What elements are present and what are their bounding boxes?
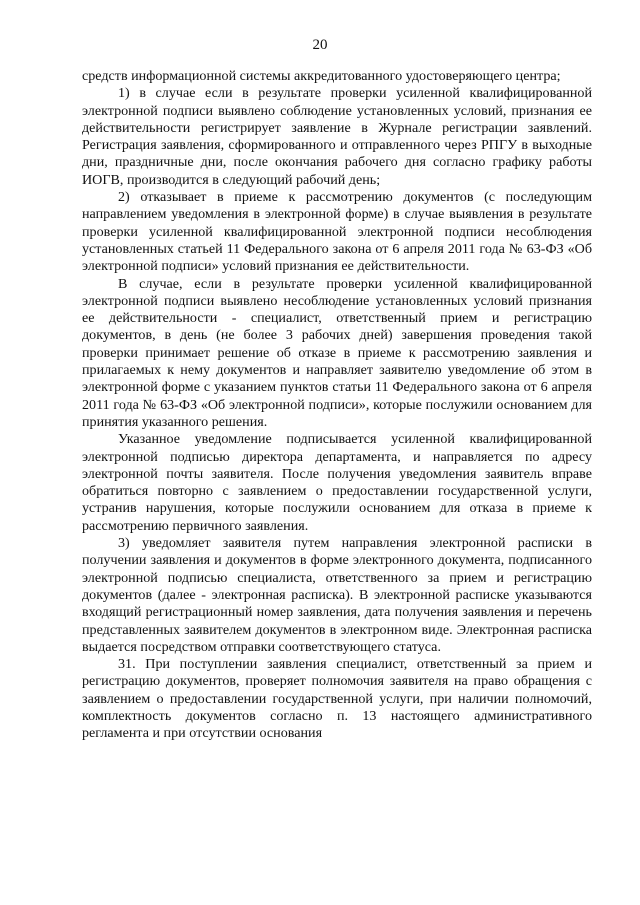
paragraph-item-3: 3) уведомляет заявителя путем направления электронной расписки в получении заявления и документов в форме электронного документа, подписанного электронной подписью специалиста, ответственного за прием и регистрацию документов (далее - электронная расписка). В электронной расписке указываются входящий регистрационный номер заявления, дата получения заявления и перечень представленных заявителем документов в электронном виде. Электронная расписка выдается посредством отправки соответствующего статуса. (82, 535, 592, 655)
paragraph-item-2: 2) отказывает в приеме к рассмотрению документов (с последующим направлением уведомления в электронной форме) в случае выявления в результате проверки усиленной квалифицированной электронной подписи несоблюдения установленных статьей 11 Федерального закона от 6 апреля 2011 года № 63-ФЗ «Об электронной подписи» условий признания ее действительности. (82, 189, 592, 275)
paragraph-clause-31: 31. При поступлении заявления специалист, ответственный за прием и регистрацию документов, проверяет полномочия заявителя на право обращения с заявлением о предоставлении государственной услуги, при наличии полномочий, комплектность документов согласно п. 13 настоящего административного регламента и при отсутствии основания (82, 656, 592, 742)
paragraph-continuation: средств информационной системы аккредитованного удостоверяющего центра; (82, 68, 561, 84)
paragraph-item-1: 1) в случае если в результате проверки усиленной квалифицированной электронной подписи выявлено соблюдение установленных условий, признания ее действительности регистрирует заявление в Журнале регистрации заявлений. Регистрация заявления, сформированного и отправленного через РПГУ в выходные дни, праздничные дни, после окончания рабочего дня согласно графику работы ИОГВ, производится в следующий рабочий день; (82, 85, 592, 188)
paragraph-notification: Указанное уведомление подписывается усиленной квалифицированной электронной подписью директора департамента, и направляется по адресу электронной почты заявителя. После получения уведомления заявитель вправе обратиться повторно с заявлением о предоставлении государственной услуги, устранив нарушения, которые послужили основанием для отказа в приеме к рассмотрению первичного заявления. (82, 431, 592, 534)
paragraph-refusal-case: В случае, если в результате проверки усиленной квалифицированной электронной подписи выявлено несоблюдение установленных условий признания ее действительности - специалист, ответственный прием и регистрацию документов, в день (не более 3 рабочих дней) завершения проведения такой проверки принимает решение об отказе в приеме к рассмотрению заявления и прилагаемых к нему документов и направляет заявителю уведомление об этом в электронной форме с указанием пунктов статьи 11 Федерального закона от 6 апреля 2011 года № 63-ФЗ «Об электронной подписи», которые послужили основанием для принятия указанного решения. (82, 275, 592, 430)
document-body (82, 68, 592, 743)
page-number: 20 (312, 37, 328, 53)
